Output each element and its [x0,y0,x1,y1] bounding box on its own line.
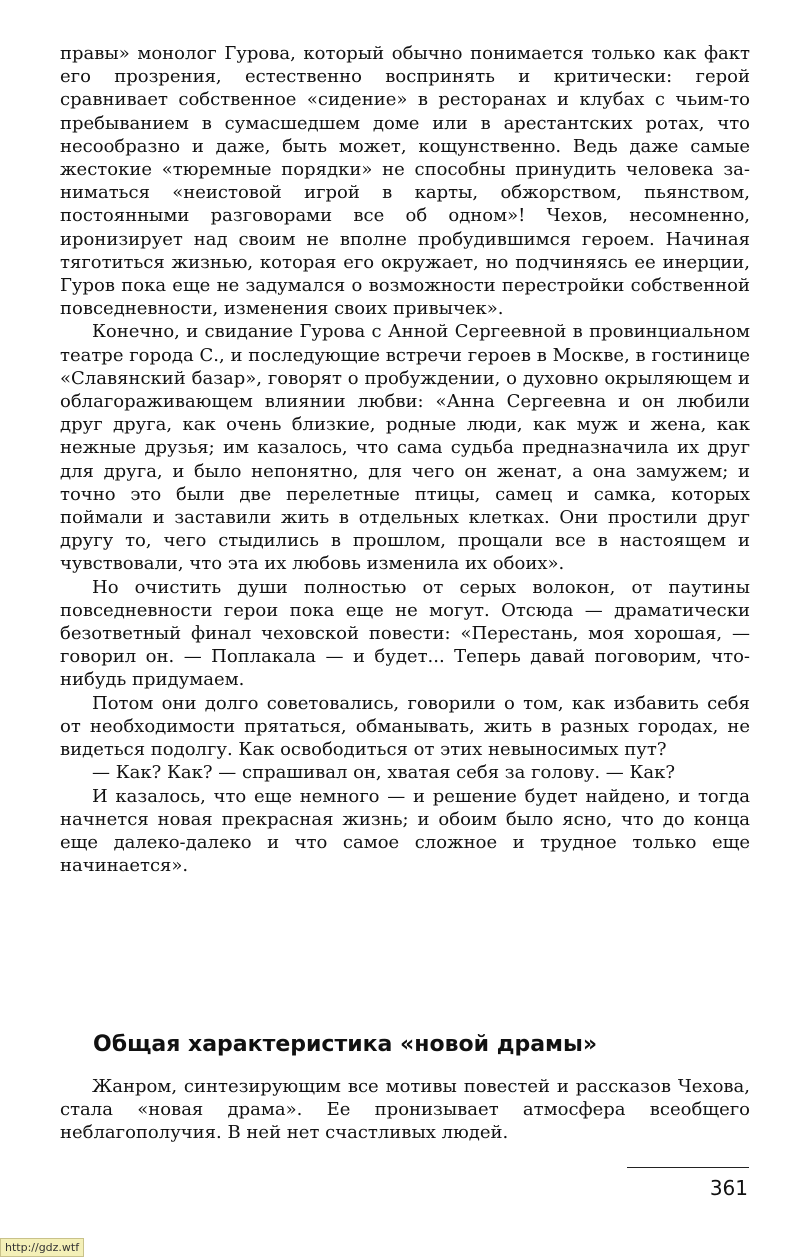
watermark-link[interactable]: http://gdz.wtf [0,1238,84,1257]
paragraph-4: Потом они долго советовались, говорили о том, как избавить себя от необходимости прятаться, обманывать, жить в разных городах, не видеться подолгу. Как освободиться от этих невыносимых пут? [60,692,750,761]
paragraph-1: правы» монолог Гурова, который обычно понимается только как факт его прозрения, естественно воспринять и критически: герой сравнивает собственное «сидение» в ресторанах и клубах с чьим-то пребыванием в сумасшедшем доме или в арестантских ротах, что несообразно и даже, быть может, кощунственно. Ведь даже самые жестокие «тюремные порядки» не способны принудить человека заниматься «неистовой игрой в карты, обжорством, пьянством, постоянными разговорами все об одном»! Чехов, несомненно, иронизирует над своим не вполне пробудившимся героем. Начиная тяготиться жизнью, которая его окружает, но подчиняясь ее инерции, Гуров пока еще не задумался о возможности перестройки собственной повседневности, изменения своих привычек». [60,43,750,320]
section-text [60,1075,750,1145]
main-text [60,42,750,877]
section-heading: Общая характеристика «новой драмы» [93,1032,598,1057]
paragraph-7: Жанром, синтезирующим все мотивы повестей и рассказов Чехова, стала «новая драма». Ее пронизывает атмосфера всеобщего неблагополучия. В ней нет счастливых людей. [60,1076,750,1144]
paragraph-6: И казалось, что еще немного — и решение будет найдено, и тогда начнется новая прекрасная жизнь; и обоим было ясно, что до конца еще далеко-далеко и что самое сложное и трудное только еще начинается». [60,785,750,877]
paragraph-2: Конечно, и свидание Гурова с Анной Сергеевной в провинциальном театре города С., и последующие встречи героев в Москве, в гостинице «Славянский базар», говорят о пробуждении, о духовно окрыляющем и облагораживающем влиянии любви: «Анна Сергеевна и он любили друг друга, как очень близкие, родные люди, как муж и жена, как нежные друзья; им казалось, что сама судьба предназначила их друг для друга, и было непонятно, для чего он женат, а она замужем; и точно это были две перелетные птицы, самец и самка, которых поймали и заставили жить в отдельных клетках. Они простили друг другу то, чего стыдились в прошлом, прощали все в настоящем и чувствовали, что эта их любовь изменила их обоих». [60,321,750,575]
footer-rule [627,1167,749,1168]
paragraph-5: — Как? Как? — спрашивал он, хватая себя за голову. — Как? [92,762,676,784]
paragraph-3: Но очистить души полностью от серых волокон, от паутины повседневности герои пока еще не могут. Отсюда — драматически безответный финал чеховской повести: «Перестань, моя хорошая, — говорил он. — Поплакала — и будет... Теперь давай поговорим, что-нибудь придумаем. [60,576,750,691]
page-number: 361 [709,1176,748,1200]
